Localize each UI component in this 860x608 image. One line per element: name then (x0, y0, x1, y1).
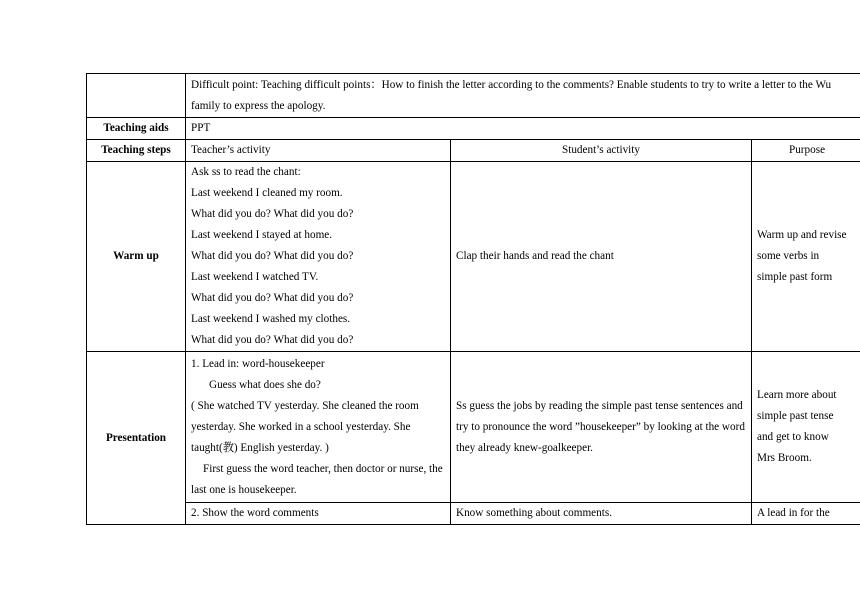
comments-student-cell: Know something about comments. (451, 503, 752, 525)
first-guess-note: First guess the word teacher, then doctor or nurse, the last one is housekeeper. (191, 462, 443, 496)
warm-up-teacher-cell (186, 162, 451, 352)
purpose-line: simple past tense (757, 410, 834, 422)
chant-line: Last weekend I watched TV. (191, 271, 319, 283)
warm-up-student-cell: Clap their hands and read the chant (451, 162, 752, 352)
purpose-line: Warm up and revise (757, 229, 847, 241)
teaching-aids-row (87, 118, 860, 140)
empty-label-cell (87, 74, 186, 118)
presentation-student-cell: Ss guess the jobs by reading the simple past tense sentences and try to pronounce the word ”housekeeper” by looking at the word they already knew-goalkeeper. (451, 352, 752, 503)
guess-question: Guess what does she do? (209, 378, 321, 391)
purpose-line: some verbs in (757, 250, 820, 262)
chant-line: Ask ss to read the chant: (191, 166, 301, 178)
purpose-header: Purpose (752, 140, 860, 162)
clue-sentences: ( She watched TV yesterday. She cleaned the room yesterday. She worked in a school yesterday. She taught(教) English yesterday. ) (191, 399, 419, 454)
student-activity-header: Student’s activity (451, 140, 752, 162)
difficult-point-text: Difficult point: Teaching difficult points：How to finish the letter according to the comments? Enable students to try to write a letter to the Wu family to express the apology. (191, 78, 832, 112)
chant-line: What did you do? What did you do? (191, 250, 354, 262)
presentation-purpose-cell (752, 352, 860, 503)
warm-up-row (87, 162, 860, 352)
presentation-row (87, 352, 860, 503)
chant-line: What did you do? What did you do? (191, 292, 354, 304)
chant-line: Last weekend I cleaned my room. (191, 187, 343, 199)
presentation-teacher-cell (186, 352, 451, 503)
teacher-activity-header: Teacher’s activity (186, 140, 451, 162)
difficult-point-row (87, 74, 860, 118)
purpose-line: Learn more about (757, 389, 837, 401)
presentation-label: Presentation (87, 352, 186, 525)
teaching-steps-row (87, 140, 860, 162)
warm-up-purpose-cell (752, 162, 860, 352)
teaching-aids-value: PPT (186, 118, 860, 140)
lead-in-item: 1. Lead in: word-housekeeper (191, 357, 325, 370)
comments-teacher-cell: 2. Show the word comments (186, 503, 451, 525)
comments-purpose-cell: A lead in for the (752, 503, 860, 525)
difficult-point-cell (186, 74, 860, 118)
warm-up-label: Warm up (87, 162, 186, 352)
teaching-steps-label: Teaching steps (87, 140, 186, 162)
chant-line: What did you do? What did you do? (191, 334, 354, 346)
chant-line: What did you do? What did you do? (191, 208, 354, 220)
comments-row (87, 503, 860, 525)
purpose-line: and get to know (757, 431, 829, 443)
purpose-line: simple past form (757, 271, 833, 283)
chant-line: Last weekend I stayed at home. (191, 229, 333, 241)
lesson-plan-table (86, 73, 860, 525)
teaching-aids-label: Teaching aids (87, 118, 186, 140)
purpose-line: Mrs Broom. (757, 452, 812, 464)
chant-line: Last weekend I washed my clothes. (191, 313, 351, 325)
